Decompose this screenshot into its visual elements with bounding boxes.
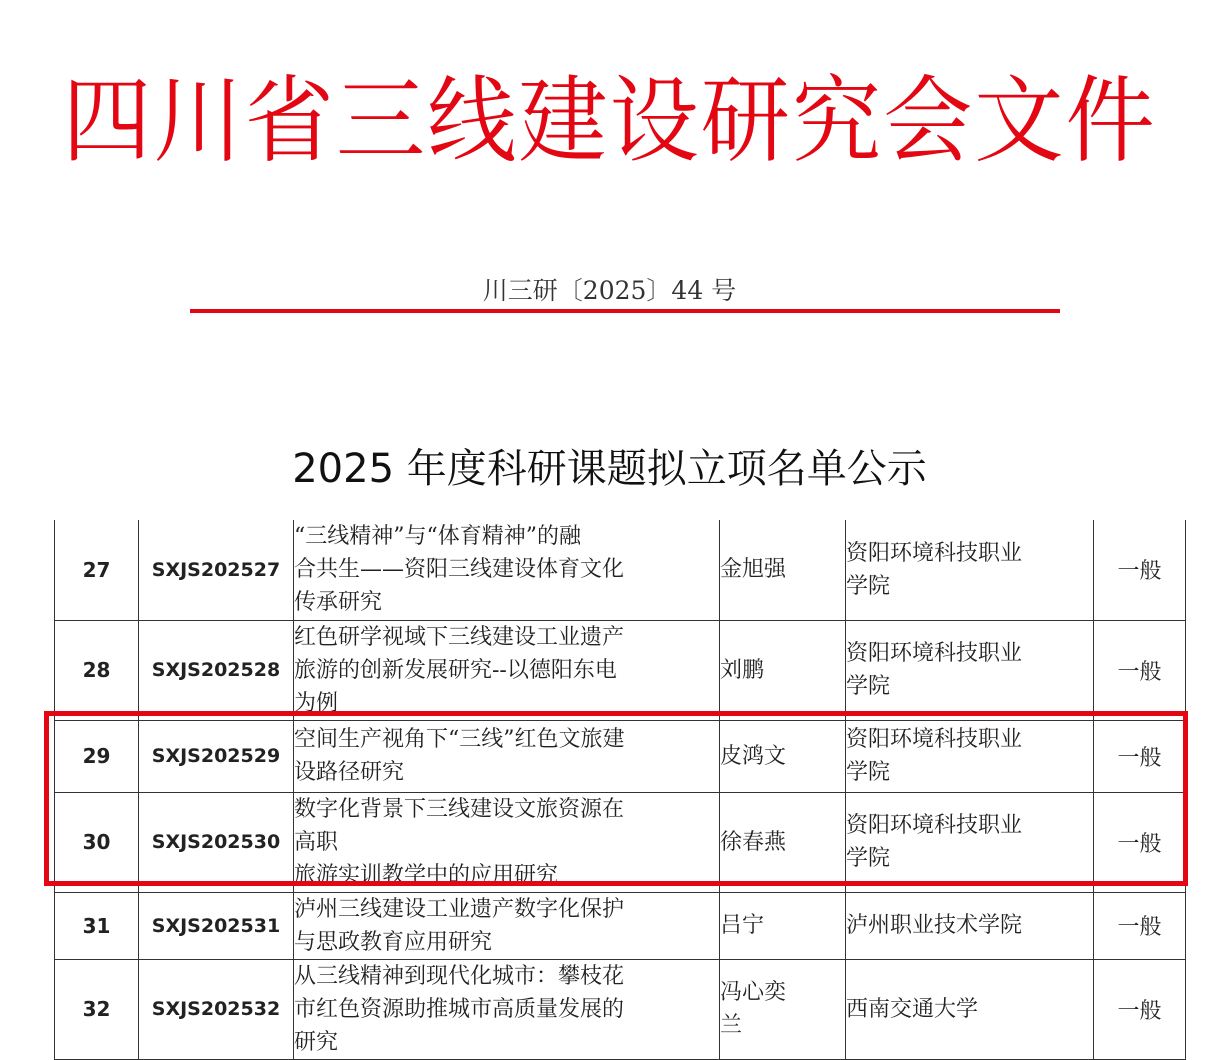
- table-row: [55, 720, 1186, 792]
- project-title: [294, 520, 720, 620]
- project-title-line: 与思政教育应用研究: [294, 929, 493, 955]
- project-leader-line: 金旭强: [720, 557, 787, 583]
- project-title: [294, 892, 720, 959]
- project-leader: [720, 792, 846, 892]
- project-code: SXJS202531: [139, 892, 294, 959]
- project-code: SXJS202530: [139, 792, 294, 892]
- project-leader: [720, 520, 846, 620]
- project-leader: [720, 959, 846, 1059]
- institution-line: 资阳环境科技职业: [846, 813, 1023, 838]
- document-header-title: 四川省三线建设研究会文件: [62, 67, 1157, 176]
- project-leader: [720, 720, 846, 792]
- institution-line: 泸州职业技术学院: [846, 913, 1023, 938]
- institution-line: 资阳环境科技职业: [846, 641, 1023, 666]
- institution: [846, 959, 1094, 1059]
- project-level: 一般: [1094, 959, 1186, 1059]
- institution: [846, 892, 1094, 959]
- project-leader-line: 刘鹏: [720, 657, 765, 683]
- project-title-line: 为例: [294, 690, 339, 716]
- project-leader: [720, 892, 846, 959]
- institution-line: 学院: [846, 573, 891, 599]
- project-title-line: 传承研究: [294, 590, 383, 616]
- project-level: 一般: [1094, 792, 1186, 892]
- project-code: SXJS202532: [139, 959, 294, 1059]
- project-title-line: 研究: [294, 1029, 339, 1055]
- row-number: 31: [55, 892, 139, 959]
- row-number: 29: [55, 720, 139, 792]
- table-row: [55, 620, 1186, 720]
- project-level: 一般: [1094, 892, 1186, 959]
- institution: [846, 620, 1094, 720]
- institution-line: 资阳环境科技职业: [846, 540, 1023, 566]
- project-code: SXJS202528: [139, 620, 294, 720]
- document-number: 川三研〔2025〕44 号: [482, 276, 737, 305]
- project-leader: [720, 620, 846, 720]
- institution: [846, 520, 1094, 620]
- project-title-line: 旅游的创新发展研究--以德阳东电: [294, 657, 617, 683]
- projects-table-body: [55, 520, 1186, 1059]
- project-title-line: 市红色资源助推城市高质量发展的: [294, 996, 625, 1022]
- project-title-line: 红色研学视域下三线建设工业遗产: [294, 624, 625, 650]
- institution-line: 学院: [846, 760, 891, 785]
- list-title: 2025 年度科研课题拟立项名单公示: [292, 446, 927, 492]
- project-title: [294, 959, 720, 1059]
- row-number: 32: [55, 959, 139, 1059]
- project-title-line: 泸州三线建设工业遗产数字化保护: [294, 896, 625, 922]
- table-row: [55, 892, 1186, 959]
- project-title: [294, 620, 720, 720]
- table-row: [55, 520, 1186, 620]
- project-title-line: 从三线精神到现代化城市：攀枝花: [294, 963, 625, 989]
- institution-line: 学院: [846, 846, 891, 871]
- project-title: [294, 720, 720, 792]
- project-title-line: 数字化背景下三线建设文旅资源在: [294, 796, 625, 822]
- table-row: [55, 959, 1186, 1059]
- row-number: 30: [55, 792, 139, 892]
- table-row: [55, 792, 1186, 892]
- project-title-line: 旅游实训教学中的应用研究: [294, 862, 559, 888]
- projects-table: [54, 520, 1186, 1060]
- project-level: 一般: [1094, 720, 1186, 792]
- project-code: SXJS202527: [139, 520, 294, 620]
- project-leader-line: 冯心奕: [720, 980, 787, 1005]
- project-level: 一般: [1094, 620, 1186, 720]
- project-leader-line: 徐春燕: [720, 829, 787, 855]
- project-leader-line: 吕宁: [720, 913, 765, 938]
- project-title: [294, 792, 720, 892]
- project-title-line: 高职: [294, 829, 339, 855]
- row-number: 27: [55, 520, 139, 620]
- project-title-line: “三线精神”与“体育精神”的融: [294, 524, 581, 550]
- project-leader-line: 兰: [720, 1013, 743, 1038]
- project-title-line: 空间生产视角下“三线”红色文旅建: [294, 727, 625, 752]
- institution: [846, 720, 1094, 792]
- institution-line: 学院: [846, 674, 891, 699]
- project-leader-line: 皮鸿文: [720, 743, 787, 769]
- project-title-line: 合共生——资阳三线建设体育文化: [294, 557, 625, 583]
- header-divider: [190, 309, 1060, 313]
- project-code: SXJS202529: [139, 720, 294, 792]
- project-level: 一般: [1094, 520, 1186, 620]
- project-title-line: 设路径研究: [294, 760, 405, 785]
- institution: [846, 792, 1094, 892]
- institution-line: 西南交通大学: [846, 996, 979, 1022]
- row-number: 28: [55, 620, 139, 720]
- institution-line: 资阳环境科技职业: [846, 727, 1023, 752]
